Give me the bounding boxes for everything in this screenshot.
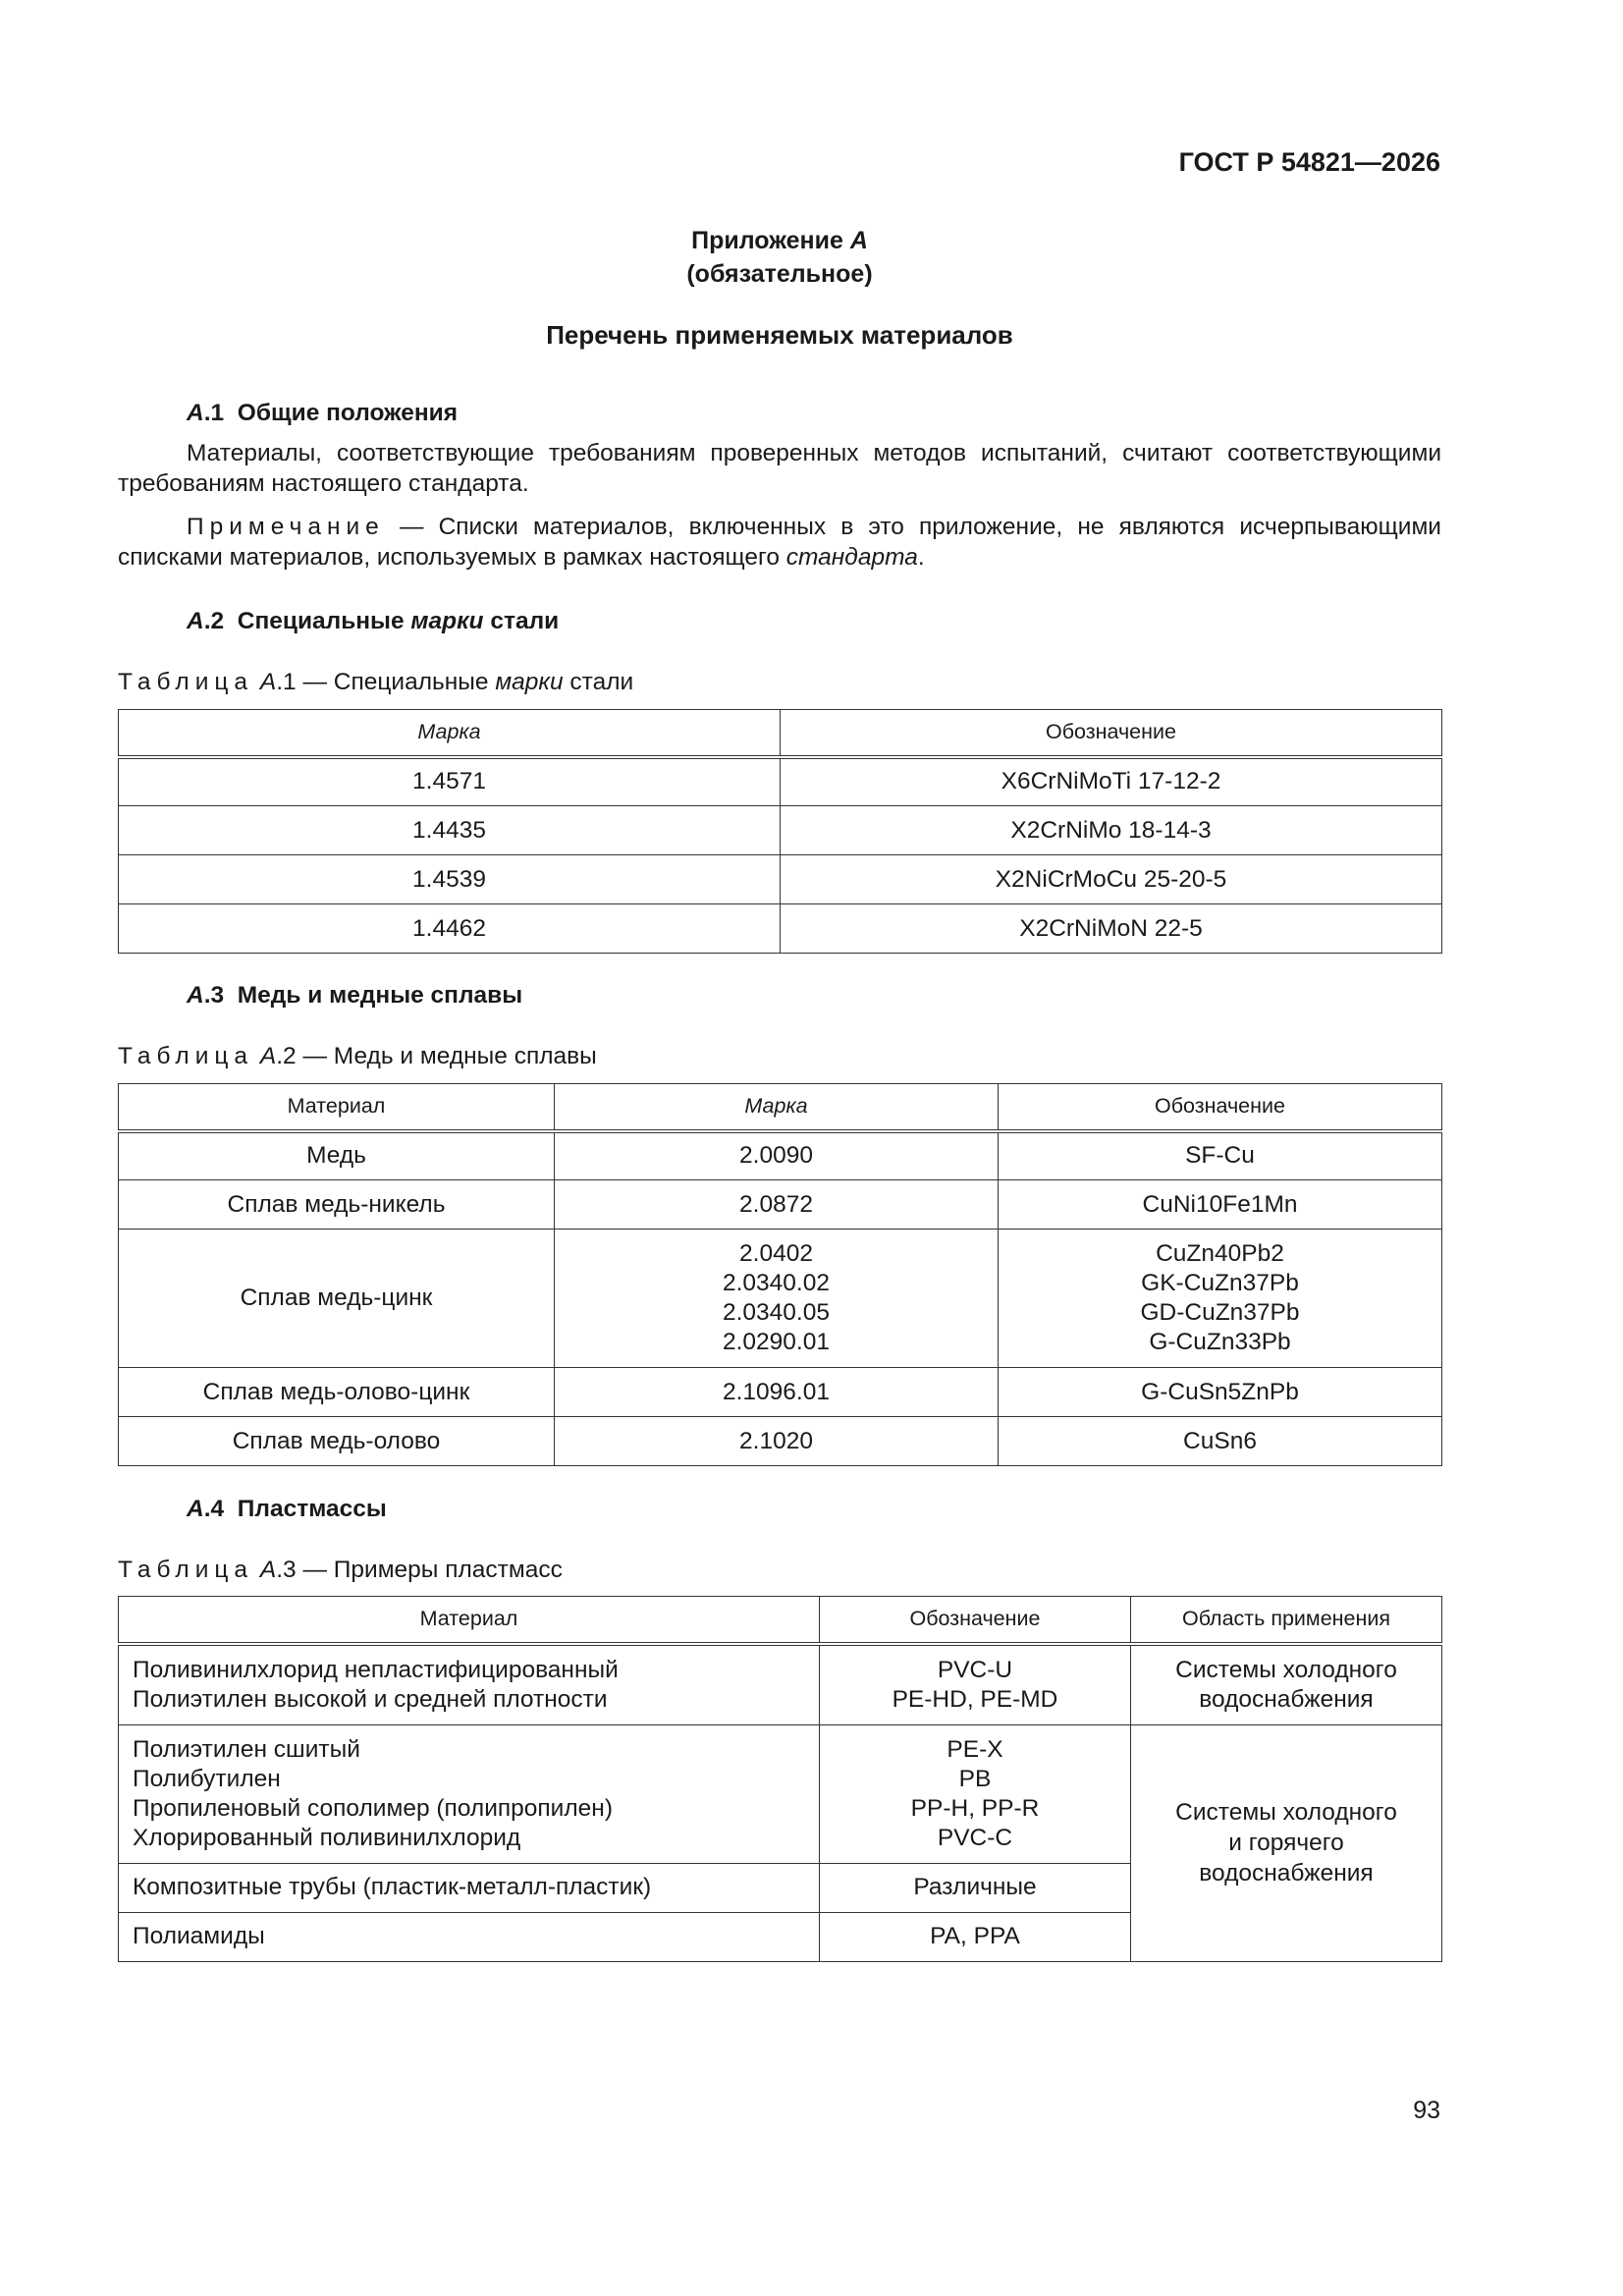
table-caption-letter: А xyxy=(259,1043,277,1069)
section-title: Медь и медные сплавы xyxy=(237,982,523,1009)
table-caption-word: Таблица xyxy=(118,1557,254,1583)
table-row xyxy=(119,806,1442,855)
table-a1-steel-grades xyxy=(118,709,1442,954)
cell-line: PE-HD, PE-MD xyxy=(892,1685,1058,1713)
table-cell xyxy=(820,1644,1131,1725)
page-number: 93 xyxy=(1413,2097,1440,2124)
column-header-text: Марка xyxy=(417,720,481,744)
table-caption-end: стали xyxy=(563,669,634,695)
table-cell: CuNi10Fe1Mn xyxy=(999,1180,1442,1230)
cell-line: Хлорированный поливинилхлорид xyxy=(133,1824,521,1851)
table-caption-text: — Специальные xyxy=(296,669,496,695)
appendix-title xyxy=(118,224,1441,291)
cell-line: 2.0402 xyxy=(739,1240,813,1267)
table-caption-word: Таблица xyxy=(118,669,254,695)
table-cell: X2CrNiMoN 22-5 xyxy=(781,904,1442,954)
table-caption-number: .3 xyxy=(276,1557,297,1583)
table-caption-letter: А xyxy=(259,1557,277,1583)
table-row xyxy=(119,757,1442,806)
table-cell-merged xyxy=(1131,1724,1442,1961)
table-cell xyxy=(820,1724,1131,1863)
table-row xyxy=(119,1724,1442,1863)
table-cell: Различные xyxy=(820,1863,1131,1912)
table-row xyxy=(119,1368,1442,1417)
table-row xyxy=(119,1131,1442,1180)
table-cell xyxy=(119,1644,820,1725)
table-row xyxy=(119,904,1442,954)
column-header-designation: Обозначение xyxy=(820,1597,1131,1644)
cell-line: водоснабжения xyxy=(1199,1860,1374,1886)
cell-line: GK-CuZn37Pb xyxy=(1141,1270,1299,1296)
cell-line: Полиэтилен сшитый xyxy=(133,1735,360,1763)
column-header-application: Область применения xyxy=(1131,1597,1442,1644)
table-row xyxy=(119,1417,1442,1466)
cell-line: GD-CuZn37Pb xyxy=(1140,1299,1300,1326)
cell-line: CuZn40Pb2 xyxy=(1156,1240,1284,1267)
table-caption-number: .2 xyxy=(276,1043,297,1069)
appendix-status: (обязательное) xyxy=(686,260,873,288)
table-cell: X2NiCrMoCu 25-20-5 xyxy=(781,855,1442,904)
table-cell: 2.0872 xyxy=(555,1180,999,1230)
table-cell: Сплав медь-олово-цинк xyxy=(119,1368,555,1417)
column-header-material: Материал xyxy=(119,1084,555,1131)
document-code: ГОСТ Р 54821—2026 xyxy=(1178,147,1440,177)
table-cell: Медь xyxy=(119,1131,555,1180)
table-caption-word: Таблица xyxy=(118,1043,254,1069)
table-row xyxy=(119,1644,1442,1725)
column-header-grade xyxy=(555,1084,999,1131)
note-text-italic: стандарта xyxy=(785,544,918,571)
table-cell xyxy=(1131,1644,1442,1725)
column-header-designation: Обозначение xyxy=(999,1084,1442,1131)
cell-line: PB xyxy=(958,1765,992,1792)
section-number-letter: А xyxy=(187,608,204,634)
note-label: Примечание xyxy=(187,514,385,540)
table-a2-copper-alloys xyxy=(118,1083,1442,1466)
cell-line: 2.0340.05 xyxy=(723,1299,830,1326)
table-cell: Композитные трубы (пластик-металл-пластик) xyxy=(119,1863,820,1912)
table-cell: X2CrNiMo 18-14-3 xyxy=(781,806,1442,855)
column-header-designation: Обозначение xyxy=(781,710,1442,757)
appendix-label: Приложение xyxy=(691,227,850,254)
column-header-text: Марка xyxy=(744,1094,808,1119)
table-cell: CuSn6 xyxy=(999,1417,1442,1466)
cell-line: 2.0290.01 xyxy=(723,1329,830,1355)
section-number: .4 xyxy=(203,1496,225,1522)
cell-line: водоснабжения xyxy=(1199,1685,1374,1713)
column-header-grade xyxy=(119,710,781,757)
section-number: .3 xyxy=(203,982,225,1009)
table-caption-text: — Примеры пластмасс xyxy=(296,1557,563,1583)
section-a4-heading xyxy=(187,1496,387,1523)
cell-line: Пропиленовый сополимер (полипропилен) xyxy=(133,1794,613,1822)
table-cell: PA, PPA xyxy=(820,1912,1131,1961)
table-cell: 1.4539 xyxy=(119,855,781,904)
table-cell: Сплав медь-никель xyxy=(119,1180,555,1230)
section-number: .1 xyxy=(203,400,225,426)
table-caption-number: .1 xyxy=(276,669,297,695)
table-cell: 1.4462 xyxy=(119,904,781,954)
section-title-end: стали xyxy=(483,608,560,634)
appendix-heading: Перечень применяемых материалов xyxy=(546,320,1013,350)
table-cell: 2.0090 xyxy=(555,1131,999,1180)
table-cell: Сплав медь-олово xyxy=(119,1417,555,1466)
note-paragraph xyxy=(118,512,1441,573)
cell-line: Системы холодного xyxy=(1175,1656,1397,1683)
note-text: — Списки материалов, включенных в это приложение, не являются исчерпывающими списками материалов, используемых в рамках настоящего xyxy=(118,514,1441,571)
section-a2-heading xyxy=(187,608,559,635)
cell-line: PP-H, PP-R xyxy=(910,1794,1040,1822)
table-cell xyxy=(119,1724,820,1863)
table-cell xyxy=(555,1230,999,1368)
table-a3-caption xyxy=(118,1557,563,1584)
table-row xyxy=(119,1180,1442,1230)
section-number: .2 xyxy=(203,608,225,634)
cell-line: и горячего xyxy=(1228,1830,1344,1856)
cell-line: PVC-C xyxy=(937,1824,1013,1851)
table-caption-italic: марки xyxy=(495,669,564,695)
section-title: Специальные xyxy=(237,608,411,634)
table-row xyxy=(119,1230,1442,1368)
section-number-letter: А xyxy=(187,400,204,426)
table-caption-text: — Медь и медные сплавы xyxy=(296,1043,597,1069)
cell-line: G-CuZn33Pb xyxy=(1149,1329,1291,1355)
note-text-end: . xyxy=(917,544,925,571)
table-caption-letter: А xyxy=(259,669,277,695)
cell-line: Системы холодного xyxy=(1175,1799,1397,1826)
table-cell: 2.1020 xyxy=(555,1417,999,1466)
table-cell: 1.4435 xyxy=(119,806,781,855)
table-cell xyxy=(999,1230,1442,1368)
cell-line: PE-X xyxy=(947,1735,1003,1763)
table-cell: X6CrNiMoTi 17-12-2 xyxy=(781,757,1442,806)
table-cell: G-CuSn5ZnPb xyxy=(999,1368,1442,1417)
table-cell: Полиамиды xyxy=(119,1912,820,1961)
cell-line: 2.0340.02 xyxy=(723,1270,830,1296)
table-cell: 2.1096.01 xyxy=(555,1368,999,1417)
table-a2-caption xyxy=(118,1043,597,1070)
section-title: Пластмассы xyxy=(237,1496,387,1522)
table-a3-plastics xyxy=(118,1596,1442,1962)
table-row xyxy=(119,855,1442,904)
table-cell: Сплав медь-цинк xyxy=(119,1230,555,1368)
section-number-letter: А xyxy=(187,982,204,1009)
cell-line: Полибутилен xyxy=(133,1765,281,1792)
cell-line: Поливинилхлорид непластифицированный xyxy=(133,1656,619,1683)
table-cell: 1.4571 xyxy=(119,757,781,806)
paragraph-general: Материалы, соответствующие требованиям проверенных методов испытаний, считают соответствующими требованиям настоящего стандарта. xyxy=(118,440,1441,497)
section-number-letter: А xyxy=(187,1496,204,1522)
table-a1-caption xyxy=(118,669,633,696)
section-title: Общие положения xyxy=(237,400,458,426)
table-cell: SF-Cu xyxy=(999,1131,1442,1180)
section-a1-heading xyxy=(187,400,458,427)
column-header-material: Материал xyxy=(119,1597,820,1644)
cell-line: Полиэтилен высокой и средней плотности xyxy=(133,1685,608,1713)
section-a3-heading xyxy=(187,982,522,1010)
appendix-letter: А xyxy=(849,227,868,254)
cell-line: PVC-U xyxy=(937,1656,1013,1683)
section-title-italic: марки xyxy=(410,608,484,634)
